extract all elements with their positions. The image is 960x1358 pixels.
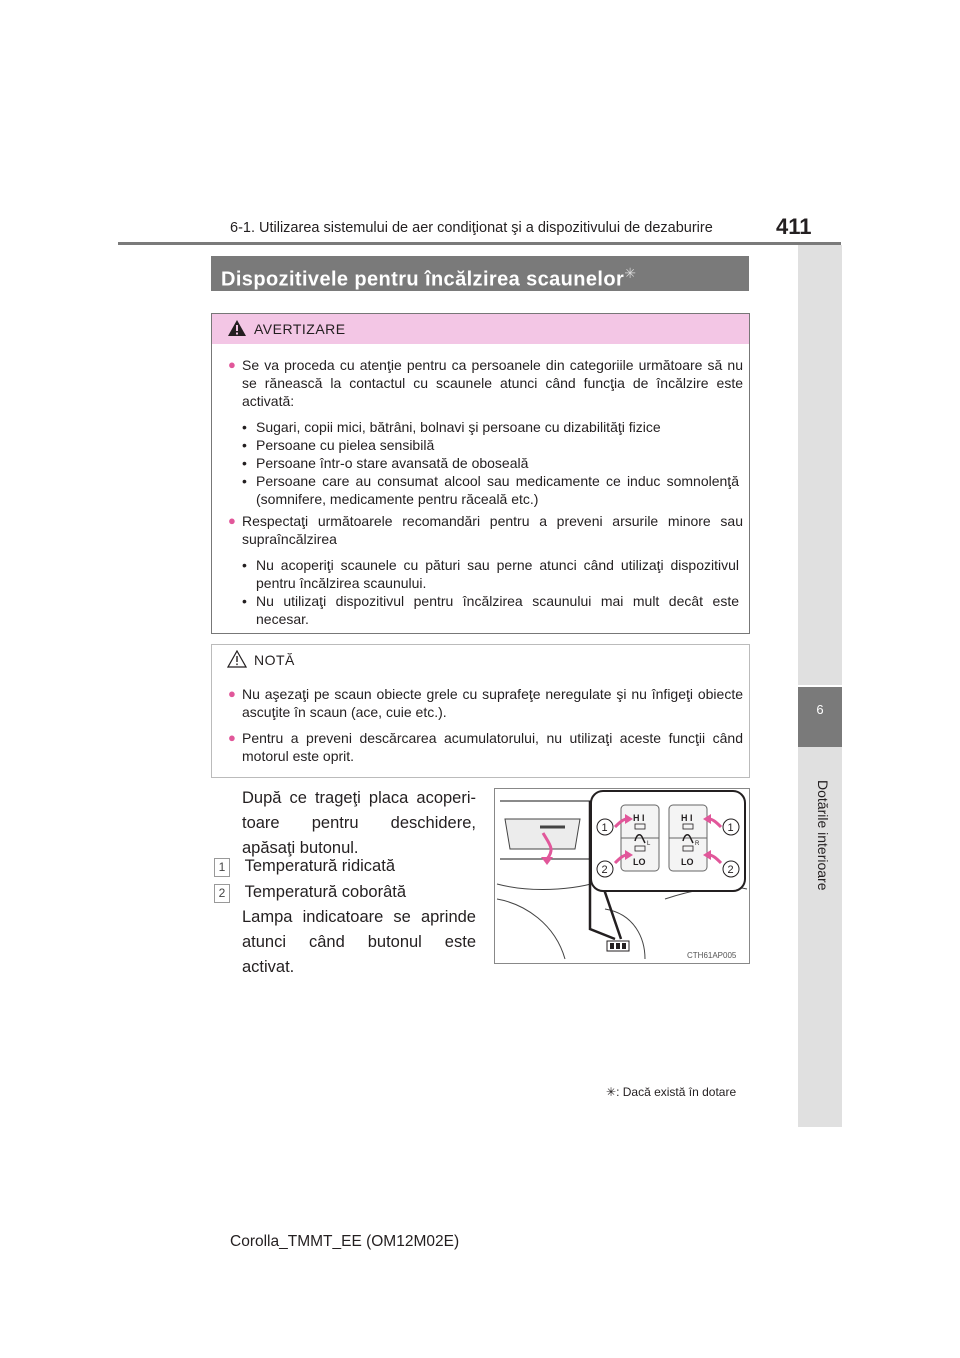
intro-text: După ce trageţi placa acoperi-toare pentru deschidere, apăsaţi butonul. — [242, 789, 476, 857]
note-bullet-2: ● Pentru a preveni descărcarea acumulatorului, nu utilizaţi aceste funcţii când motorul este oprit. — [228, 730, 743, 764]
footnote-marker: ✳ — [606, 1085, 617, 1099]
seat-heater-figure — [494, 788, 750, 964]
warning-heading: AVERTIZARE — [254, 321, 346, 337]
callout-number: 2 — [214, 884, 230, 903]
chapter-label: Dotările interioare — [815, 780, 831, 891]
header-rule — [118, 242, 841, 245]
warning-icon — [227, 319, 247, 337]
note-bullet-1: ● Nu aşezaţi pe scaun obiecte grele cu suprafeţe neregulate şi nu înfigeţi obiecte ascuţite în scaun (ace, cuie etc.). — [228, 686, 743, 720]
figure-number-2-left: 2 — [601, 864, 608, 876]
section-title-text: Dispozitivele pentru încălzirea scaunelor — [221, 268, 625, 291]
callout-2: 2 Temperatură coborâtă — [214, 880, 406, 905]
note-header — [212, 645, 749, 675]
page-number: 411 — [776, 214, 812, 239]
right-lo-label: LO — [681, 857, 694, 867]
note-heading: NOTĂ — [254, 652, 295, 668]
bullet-dot-icon: ● — [228, 730, 236, 745]
lamp-text: Lampa indicatoare se aprinde atunci când butonul este activat. — [242, 908, 476, 976]
figure-code: CTH61AP005 — [687, 951, 737, 960]
left-hi-label: H I — [633, 813, 645, 823]
section-marker: ✳ — [624, 265, 637, 281]
document-id: Corolla_TMMT_EE (OM12M02E) — [230, 1233, 460, 1250]
left-seat-letter: L — [647, 841, 651, 847]
list-item: • Persoane care au consumat alcool sau medicamente ce induc somnolenţă (somnifere, medicamente pentru răceală etc.) — [242, 473, 739, 507]
figure-number-1-right: 1 — [727, 822, 734, 834]
warning-bullet-1: ● Se va proceda cu atenţie pentru ca persoanele din categoriile următoare să nu se rănească la contactul cu scaunele atunci când funcţia de încălzire este activată: — [228, 357, 743, 409]
bullet-dot-icon: ● — [228, 686, 236, 701]
bullet-dot-icon: ● — [228, 513, 236, 528]
list-item: • Persoane cu pielea sensibilă — [242, 437, 435, 453]
figure-number-2-right: 2 — [727, 864, 734, 876]
side-tab-background — [798, 245, 842, 685]
callout-number: 1 — [214, 858, 230, 877]
chapter-tab: 6 — [798, 687, 842, 747]
section-title — [211, 256, 749, 291]
left-lo-label: LO — [633, 857, 646, 867]
list-item: • Nu utilizaţi dispozitivul pentru încălzirea scaunului mai mult decât este necesar. — [242, 593, 739, 627]
warning-box — [211, 313, 750, 634]
bullet-dot-icon: ● — [228, 357, 236, 372]
footnote-text: : Dacă există în dotare — [616, 1085, 737, 1099]
callout-1: 1 Temperatură ridicată — [214, 854, 395, 879]
caution-icon — [227, 650, 247, 668]
footnote — [606, 1085, 736, 1099]
list-item: • Sugari, copii mici, bătrâni, bolnavi şi persoane cu dizabilităţi fizice — [242, 419, 661, 435]
list-item: • Persoane într-o stare avansată de oboseală — [242, 455, 529, 471]
seat-heater-illustration — [495, 789, 749, 963]
figure-number-1-left: 1 — [601, 822, 608, 834]
right-hi-label: H I — [681, 813, 693, 823]
warning-header — [212, 314, 749, 344]
right-seat-letter: R — [695, 841, 700, 847]
warning-bullet-2: ● Respectaţi următoarele recomandări pentru a preveni arsurile minore sau supraîncălzirea — [228, 513, 743, 547]
list-item: • Nu acoperiţi scaunele cu pături sau perne atunci când utilizaţi dispozitivul pentru încălzirea scaunului. — [242, 557, 739, 591]
note-box — [211, 644, 750, 778]
header-title: 6-1. Utilizarea sistemului de aer condiţionat şi a dispozitivului de dezaburire — [230, 220, 713, 236]
